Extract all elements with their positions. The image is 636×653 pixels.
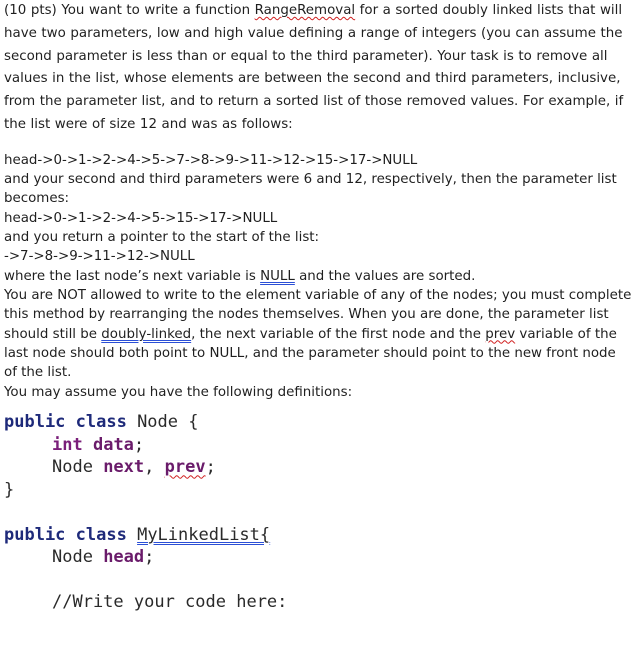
spacer	[4, 502, 632, 524]
keyword-int: int	[52, 434, 83, 455]
semicolon: ;	[144, 547, 155, 568]
intro-rest: for a sorted doubly linked lists that will have two parameters, low and high value defining a range of integers (you can assume the second parameter is less than or equal to the third parameter). Your task is to remove all values in the list, whose elements are between the second and third parameters, inclusive, from the parameter list, and to return a sorted list of those removed values. For example, if the list were of size 12 and was as follows:	[4, 3, 624, 132]
list-original: head->0->1->2->4->5->7->8->9->11->12->15->17->NULL	[4, 152, 418, 168]
assume-line: You may assume you have the following definitions:	[4, 384, 353, 400]
type-node: Node	[52, 457, 104, 478]
rules-text-3: variable of the last node should both point to NULL, and the parameter should point to the new front node of the list.	[4, 326, 617, 381]
list-class-line	[4, 524, 632, 547]
rules-text-2: , the next variable of the first node and the	[191, 326, 486, 342]
list-after: head->0->1->2->4->5->15->17->NULL	[4, 210, 278, 226]
where-text-b: and the values are sorted.	[294, 268, 476, 284]
prev-word: prev	[485, 326, 516, 342]
spacer	[4, 137, 632, 151]
becomes-line: becomes:	[4, 191, 70, 207]
node-links-line	[4, 456, 632, 479]
function-name: RangeRemoval	[254, 3, 356, 18]
spacer	[4, 569, 632, 591]
field-data: data	[92, 434, 134, 455]
intro-paragraph	[4, 0, 632, 137]
type-node: Node	[52, 547, 104, 568]
semicolon: ;	[205, 457, 216, 478]
field-head: head	[103, 547, 145, 568]
node-close-line: }	[4, 479, 15, 500]
spacer	[4, 402, 632, 411]
rules-text-1: You are NOT allowed to write to the element variable of any of the nodes; you must complete this method by rearranging the nodes themselves. When you are done, the parameter list should still be	[4, 287, 632, 342]
list-head-line	[4, 546, 632, 569]
comment-line	[4, 591, 632, 614]
document-body	[4, 0, 632, 613]
semicolon: ;	[133, 434, 145, 455]
where-text-a: where the last node’s next variable is	[4, 268, 261, 284]
comma: ,	[144, 457, 165, 478]
list-returned: ->7->8->9->11->12->NULL	[4, 249, 195, 265]
node-class-line	[4, 411, 632, 434]
doubly-linked-word: doubly-linked	[101, 326, 192, 342]
list-class-name: MyLinkedList{	[137, 524, 271, 545]
keyword-public-class: public class	[4, 412, 127, 433]
keyword-public-class: public class	[4, 524, 127, 545]
node-class-name: Node {	[126, 412, 199, 433]
null-word: NULL	[260, 268, 295, 284]
return-line: and you return a pointer to the start of the list:	[4, 229, 320, 245]
code-comment: //Write your code here:	[52, 591, 288, 612]
field-prev: prev	[164, 457, 206, 478]
node-data-line	[4, 434, 632, 457]
field-next: next	[103, 457, 145, 478]
params-line: and your second and third parameters were 6 and 12, respectively, then the parameter list	[4, 172, 617, 188]
intro-prefix: (10 pts) You want to write a function	[4, 3, 255, 18]
rules-paragraph	[4, 286, 632, 383]
where-line	[4, 267, 632, 286]
